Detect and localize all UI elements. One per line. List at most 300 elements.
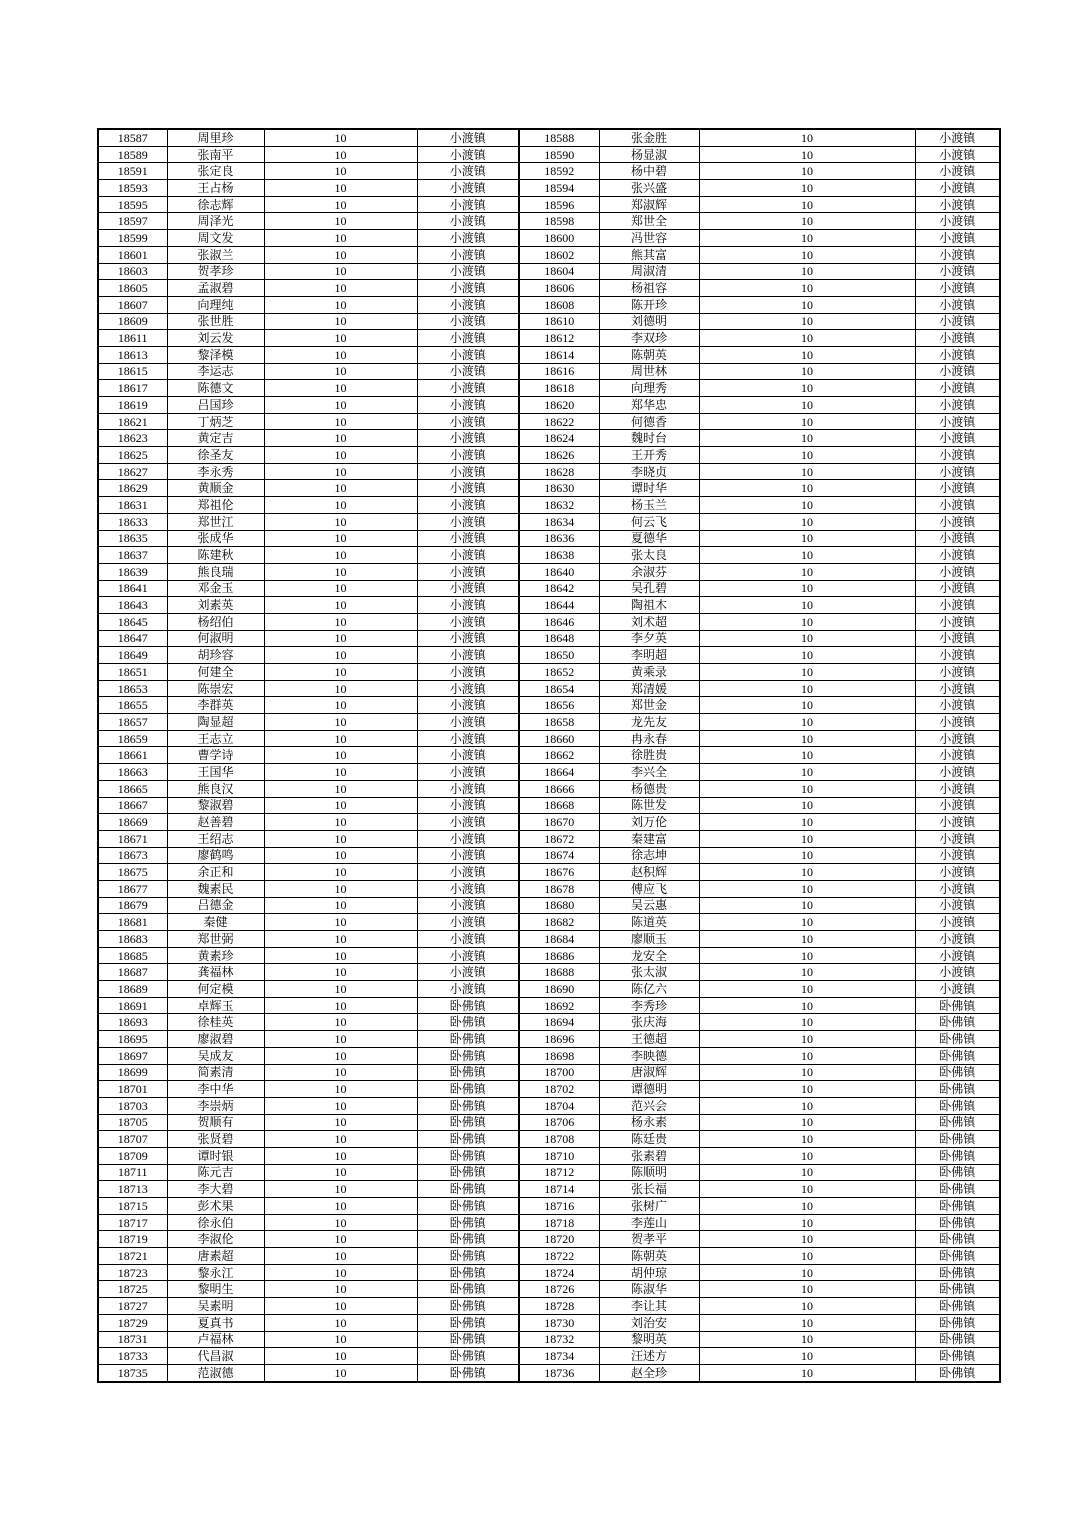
table-row	[98, 330, 1000, 347]
name-cell: 夏真书	[167, 1314, 264, 1331]
amount-cell: 10	[699, 213, 915, 230]
id-cell: 18705	[98, 1114, 167, 1131]
amount-cell: 10	[699, 1164, 915, 1181]
amount-cell: 10	[699, 1214, 915, 1231]
id-cell: 18694	[519, 1014, 599, 1031]
name-cell: 陈顺明	[599, 1164, 699, 1181]
town-cell: 小渡镇	[915, 664, 1000, 681]
id-cell: 18628	[519, 463, 599, 480]
town-cell: 卧佛镇	[417, 1164, 519, 1181]
amount-cell: 10	[699, 1064, 915, 1081]
name-cell: 李让其	[599, 1298, 699, 1315]
name-cell: 冯世容	[599, 230, 699, 247]
name-cell: 夏德华	[599, 530, 699, 547]
table-row	[98, 647, 1000, 664]
amount-cell: 10	[264, 964, 417, 981]
name-cell: 李中华	[167, 1081, 264, 1098]
town-cell: 小渡镇	[417, 263, 519, 280]
amount-cell: 10	[699, 797, 915, 814]
amount-cell: 10	[699, 630, 915, 647]
amount-cell: 10	[699, 780, 915, 797]
id-cell: 18682	[519, 914, 599, 931]
name-cell: 郑淑辉	[599, 196, 699, 213]
id-cell: 18619	[98, 397, 167, 414]
town-cell: 卧佛镇	[915, 1298, 1000, 1315]
name-cell: 向理秀	[599, 380, 699, 397]
amount-cell: 10	[264, 296, 417, 313]
amount-cell: 10	[264, 1298, 417, 1315]
name-cell: 周世林	[599, 363, 699, 380]
id-cell: 18723	[98, 1264, 167, 1281]
table-row	[98, 1281, 1000, 1298]
town-cell: 小渡镇	[915, 463, 1000, 480]
town-cell: 小渡镇	[417, 597, 519, 614]
table-row	[98, 547, 1000, 564]
table-row	[98, 1114, 1000, 1131]
town-cell: 小渡镇	[417, 513, 519, 530]
town-cell: 小渡镇	[915, 747, 1000, 764]
id-cell: 18683	[98, 931, 167, 948]
amount-cell: 10	[699, 1031, 915, 1048]
amount-cell: 10	[699, 1298, 915, 1315]
name-cell: 郑华忠	[599, 397, 699, 414]
id-cell: 18587	[98, 129, 167, 146]
amount-cell: 10	[264, 1147, 417, 1164]
name-cell: 邓金玉	[167, 580, 264, 597]
town-cell: 小渡镇	[417, 163, 519, 180]
name-cell: 秦健	[167, 914, 264, 931]
town-cell: 小渡镇	[915, 697, 1000, 714]
amount-cell: 10	[264, 814, 417, 831]
table-row	[98, 680, 1000, 697]
amount-cell: 10	[699, 280, 915, 297]
id-cell: 18649	[98, 647, 167, 664]
id-cell: 18608	[519, 296, 599, 313]
amount-cell: 10	[699, 613, 915, 630]
name-cell: 魏时台	[599, 430, 699, 447]
name-cell: 谭时华	[599, 480, 699, 497]
name-cell: 范兴会	[599, 1097, 699, 1114]
town-cell: 小渡镇	[915, 263, 1000, 280]
amount-cell: 10	[699, 830, 915, 847]
id-cell: 18661	[98, 747, 167, 764]
table-row	[98, 613, 1000, 630]
id-cell: 18706	[519, 1114, 599, 1131]
id-cell: 18688	[519, 964, 599, 981]
town-cell: 小渡镇	[417, 497, 519, 514]
name-cell: 范淑德	[167, 1364, 264, 1381]
town-cell: 小渡镇	[417, 380, 519, 397]
name-cell: 熊良汉	[167, 780, 264, 797]
name-cell: 吕德金	[167, 897, 264, 914]
id-cell: 18707	[98, 1131, 167, 1148]
town-cell: 卧佛镇	[417, 1064, 519, 1081]
name-cell: 周里珍	[167, 129, 264, 146]
id-cell: 18699	[98, 1064, 167, 1081]
name-cell: 刘万伦	[599, 814, 699, 831]
name-cell: 王德超	[599, 1031, 699, 1048]
amount-cell: 10	[264, 463, 417, 480]
id-cell: 18646	[519, 613, 599, 630]
name-cell: 杨显淑	[599, 146, 699, 163]
town-cell: 卧佛镇	[417, 1198, 519, 1215]
town-cell: 小渡镇	[915, 346, 1000, 363]
town-cell: 卧佛镇	[417, 1298, 519, 1315]
town-cell: 小渡镇	[417, 897, 519, 914]
town-cell: 小渡镇	[417, 613, 519, 630]
id-cell: 18709	[98, 1147, 167, 1164]
amount-cell: 10	[699, 1198, 915, 1215]
town-cell: 小渡镇	[915, 897, 1000, 914]
id-cell: 18695	[98, 1031, 167, 1048]
id-cell: 18703	[98, 1097, 167, 1114]
id-cell: 18640	[519, 563, 599, 580]
id-cell: 18712	[519, 1164, 599, 1181]
name-cell: 张树广	[599, 1198, 699, 1215]
table-row	[98, 714, 1000, 731]
town-cell: 卧佛镇	[915, 1064, 1000, 1081]
id-cell: 18664	[519, 764, 599, 781]
table-row	[98, 280, 1000, 297]
id-cell: 18589	[98, 146, 167, 163]
town-cell: 卧佛镇	[417, 1364, 519, 1381]
id-cell: 18626	[519, 447, 599, 464]
town-cell: 小渡镇	[417, 830, 519, 847]
town-cell: 小渡镇	[417, 146, 519, 163]
table-row	[98, 180, 1000, 197]
name-cell: 徐桂英	[167, 1014, 264, 1031]
name-cell: 赵全珍	[599, 1364, 699, 1381]
name-cell: 何云飞	[599, 513, 699, 530]
name-cell: 熊良瑞	[167, 563, 264, 580]
town-cell: 卧佛镇	[915, 1248, 1000, 1265]
amount-cell: 10	[264, 764, 417, 781]
id-cell: 18653	[98, 680, 167, 697]
amount-cell: 10	[699, 847, 915, 864]
amount-cell: 10	[264, 797, 417, 814]
id-cell: 18678	[519, 880, 599, 897]
town-cell: 小渡镇	[417, 764, 519, 781]
id-cell: 18735	[98, 1364, 167, 1381]
table-row	[98, 1181, 1000, 1198]
name-cell: 何定模	[167, 981, 264, 998]
table-row	[98, 1298, 1000, 1315]
town-cell: 小渡镇	[417, 547, 519, 564]
amount-cell: 10	[699, 263, 915, 280]
town-cell: 小渡镇	[915, 613, 1000, 630]
table-row	[98, 630, 1000, 647]
amount-cell: 10	[264, 1264, 417, 1281]
name-cell: 杨德贵	[599, 780, 699, 797]
name-cell: 唐素超	[167, 1248, 264, 1265]
amount-cell: 10	[264, 246, 417, 263]
id-cell: 18681	[98, 914, 167, 931]
id-cell: 18631	[98, 497, 167, 514]
name-cell: 李崇炳	[167, 1097, 264, 1114]
id-cell: 18665	[98, 780, 167, 797]
name-cell: 李夕英	[599, 630, 699, 647]
town-cell: 卧佛镇	[417, 1131, 519, 1148]
amount-cell: 10	[699, 447, 915, 464]
name-cell: 陈世发	[599, 797, 699, 814]
town-cell: 小渡镇	[915, 513, 1000, 530]
table-row	[98, 764, 1000, 781]
name-cell: 刘素英	[167, 597, 264, 614]
town-cell: 小渡镇	[915, 547, 1000, 564]
table-row	[98, 897, 1000, 914]
id-cell: 18675	[98, 864, 167, 881]
town-cell: 小渡镇	[417, 664, 519, 681]
id-cell: 18655	[98, 697, 167, 714]
name-cell: 余淑芬	[599, 563, 699, 580]
town-cell: 卧佛镇	[417, 1147, 519, 1164]
name-cell: 谭时银	[167, 1147, 264, 1164]
table-row	[98, 964, 1000, 981]
town-cell: 卧佛镇	[915, 1331, 1000, 1348]
town-cell: 小渡镇	[417, 413, 519, 430]
name-cell: 杨绍伯	[167, 613, 264, 630]
name-cell: 徐圣友	[167, 447, 264, 464]
amount-cell: 10	[264, 1198, 417, 1215]
amount-cell: 10	[699, 1081, 915, 1098]
id-cell: 18602	[519, 246, 599, 263]
id-cell: 18643	[98, 597, 167, 614]
town-cell: 卧佛镇	[417, 1081, 519, 1098]
id-cell: 18662	[519, 747, 599, 764]
name-cell: 龙安全	[599, 947, 699, 964]
town-cell: 卧佛镇	[417, 1281, 519, 1298]
id-cell: 18677	[98, 880, 167, 897]
town-cell: 卧佛镇	[915, 1097, 1000, 1114]
town-cell: 卧佛镇	[915, 1114, 1000, 1131]
name-cell: 郑清媛	[599, 680, 699, 697]
name-cell: 龙先友	[599, 714, 699, 731]
id-cell: 18623	[98, 430, 167, 447]
amount-cell: 10	[264, 146, 417, 163]
name-cell: 张成华	[167, 530, 264, 547]
town-cell: 小渡镇	[417, 864, 519, 881]
name-cell: 黄乘录	[599, 664, 699, 681]
id-cell: 18671	[98, 830, 167, 847]
name-cell: 张南平	[167, 146, 264, 163]
id-cell: 18656	[519, 697, 599, 714]
amount-cell: 10	[264, 480, 417, 497]
table-row	[98, 163, 1000, 180]
id-cell: 18698	[519, 1047, 599, 1064]
town-cell: 小渡镇	[915, 313, 1000, 330]
town-cell: 卧佛镇	[915, 1131, 1000, 1148]
amount-cell: 10	[699, 1047, 915, 1064]
amount-cell: 10	[699, 296, 915, 313]
id-cell: 18590	[519, 146, 599, 163]
name-cell: 徐志辉	[167, 196, 264, 213]
amount-cell: 10	[699, 1248, 915, 1265]
name-cell: 陈朝英	[599, 1248, 699, 1265]
town-cell: 小渡镇	[915, 129, 1000, 146]
name-cell: 傅应飞	[599, 880, 699, 897]
town-cell: 小渡镇	[915, 864, 1000, 881]
id-cell: 18605	[98, 280, 167, 297]
table-row	[98, 914, 1000, 931]
name-cell: 张兴盛	[599, 180, 699, 197]
table-row	[98, 397, 1000, 414]
id-cell: 18639	[98, 563, 167, 580]
id-cell: 18633	[98, 513, 167, 530]
id-cell: 18719	[98, 1231, 167, 1248]
name-cell: 王占杨	[167, 180, 264, 197]
town-cell: 小渡镇	[915, 497, 1000, 514]
id-cell: 18725	[98, 1281, 167, 1298]
town-cell: 小渡镇	[915, 180, 1000, 197]
name-cell: 彭术果	[167, 1198, 264, 1215]
table-row	[98, 1147, 1000, 1164]
amount-cell: 10	[264, 413, 417, 430]
town-cell: 小渡镇	[417, 697, 519, 714]
id-cell: 18713	[98, 1181, 167, 1198]
table-row	[98, 296, 1000, 313]
name-cell: 李晓贞	[599, 463, 699, 480]
id-cell: 18667	[98, 797, 167, 814]
amount-cell: 10	[699, 1314, 915, 1331]
id-cell: 18731	[98, 1331, 167, 1348]
amount-cell: 10	[264, 1131, 417, 1148]
id-cell: 18645	[98, 613, 167, 630]
id-cell: 18696	[519, 1031, 599, 1048]
id-cell: 18684	[519, 931, 599, 948]
name-cell: 郑世弼	[167, 931, 264, 948]
town-cell: 小渡镇	[915, 246, 1000, 263]
id-cell: 18617	[98, 380, 167, 397]
id-cell: 18685	[98, 947, 167, 964]
id-cell: 18592	[519, 163, 599, 180]
table-row	[98, 530, 1000, 547]
name-cell: 张太良	[599, 547, 699, 564]
table-row	[98, 597, 1000, 614]
town-cell: 卧佛镇	[915, 1231, 1000, 1248]
town-cell: 小渡镇	[417, 196, 519, 213]
table-row	[98, 1364, 1000, 1381]
name-cell: 周文发	[167, 230, 264, 247]
id-cell: 18720	[519, 1231, 599, 1248]
id-cell: 18627	[98, 463, 167, 480]
amount-cell: 10	[264, 530, 417, 547]
id-cell: 18598	[519, 213, 599, 230]
town-cell: 小渡镇	[915, 630, 1000, 647]
table-row	[98, 1081, 1000, 1098]
name-cell: 赵善碧	[167, 814, 264, 831]
table-row	[98, 313, 1000, 330]
name-cell: 张太淑	[599, 964, 699, 981]
name-cell: 丁炳芝	[167, 413, 264, 430]
id-cell: 18610	[519, 313, 599, 330]
id-cell: 18636	[519, 530, 599, 547]
town-cell: 卧佛镇	[417, 997, 519, 1014]
amount-cell: 10	[264, 563, 417, 580]
id-cell: 18642	[519, 580, 599, 597]
name-cell: 汪述方	[599, 1348, 699, 1365]
town-cell: 卧佛镇	[417, 1314, 519, 1331]
amount-cell: 10	[699, 697, 915, 714]
table-row	[98, 1198, 1000, 1215]
amount-cell: 10	[264, 263, 417, 280]
town-cell: 小渡镇	[417, 880, 519, 897]
id-cell: 18704	[519, 1097, 599, 1114]
name-cell: 陶显超	[167, 714, 264, 731]
id-cell: 18638	[519, 547, 599, 564]
table-row	[98, 814, 1000, 831]
name-cell: 吴素明	[167, 1298, 264, 1315]
amount-cell: 10	[699, 397, 915, 414]
id-cell: 18687	[98, 964, 167, 981]
amount-cell: 10	[264, 447, 417, 464]
id-cell: 18657	[98, 714, 167, 731]
table-row	[98, 447, 1000, 464]
amount-cell: 10	[699, 597, 915, 614]
amount-cell: 10	[699, 430, 915, 447]
name-cell: 黄定吉	[167, 430, 264, 447]
name-cell: 李兴全	[599, 764, 699, 781]
amount-cell: 10	[699, 180, 915, 197]
amount-cell: 10	[264, 430, 417, 447]
name-cell: 曹学诗	[167, 747, 264, 764]
id-cell: 18711	[98, 1164, 167, 1181]
name-cell: 卢福林	[167, 1331, 264, 1348]
town-cell: 小渡镇	[417, 180, 519, 197]
id-cell: 18669	[98, 814, 167, 831]
table-row	[98, 864, 1000, 881]
table-row	[98, 1231, 1000, 1248]
amount-cell: 10	[264, 714, 417, 731]
table-row	[98, 1264, 1000, 1281]
name-cell: 廖淑碧	[167, 1031, 264, 1048]
town-cell: 卧佛镇	[915, 1348, 1000, 1365]
id-cell: 18727	[98, 1298, 167, 1315]
town-cell: 小渡镇	[417, 680, 519, 697]
name-cell: 陈亿六	[599, 981, 699, 998]
name-cell: 吴孔碧	[599, 580, 699, 597]
table-row	[98, 830, 1000, 847]
name-cell: 何德香	[599, 413, 699, 430]
id-cell: 18648	[519, 630, 599, 647]
table-row	[98, 797, 1000, 814]
table-row	[98, 146, 1000, 163]
table-row	[98, 1097, 1000, 1114]
id-cell: 18595	[98, 196, 167, 213]
id-cell: 18726	[519, 1281, 599, 1298]
amount-cell: 10	[699, 931, 915, 948]
amount-cell: 10	[264, 1314, 417, 1331]
name-cell: 张淑兰	[167, 246, 264, 263]
name-cell: 廖鹤鸣	[167, 847, 264, 864]
name-cell: 刘德明	[599, 313, 699, 330]
name-cell: 李双珍	[599, 330, 699, 347]
table-row	[98, 931, 1000, 948]
name-cell: 黎淑碧	[167, 797, 264, 814]
amount-cell: 10	[264, 196, 417, 213]
table-row	[98, 1014, 1000, 1031]
amount-cell: 10	[699, 647, 915, 664]
amount-cell: 10	[264, 1281, 417, 1298]
name-cell: 贺顺有	[167, 1114, 264, 1131]
name-cell: 徐志坤	[599, 847, 699, 864]
town-cell: 小渡镇	[915, 430, 1000, 447]
table-row	[98, 513, 1000, 530]
town-cell: 卧佛镇	[417, 1031, 519, 1048]
town-cell: 小渡镇	[915, 981, 1000, 998]
name-cell: 张素碧	[599, 1147, 699, 1164]
amount-cell: 10	[699, 864, 915, 881]
town-cell: 小渡镇	[915, 764, 1000, 781]
